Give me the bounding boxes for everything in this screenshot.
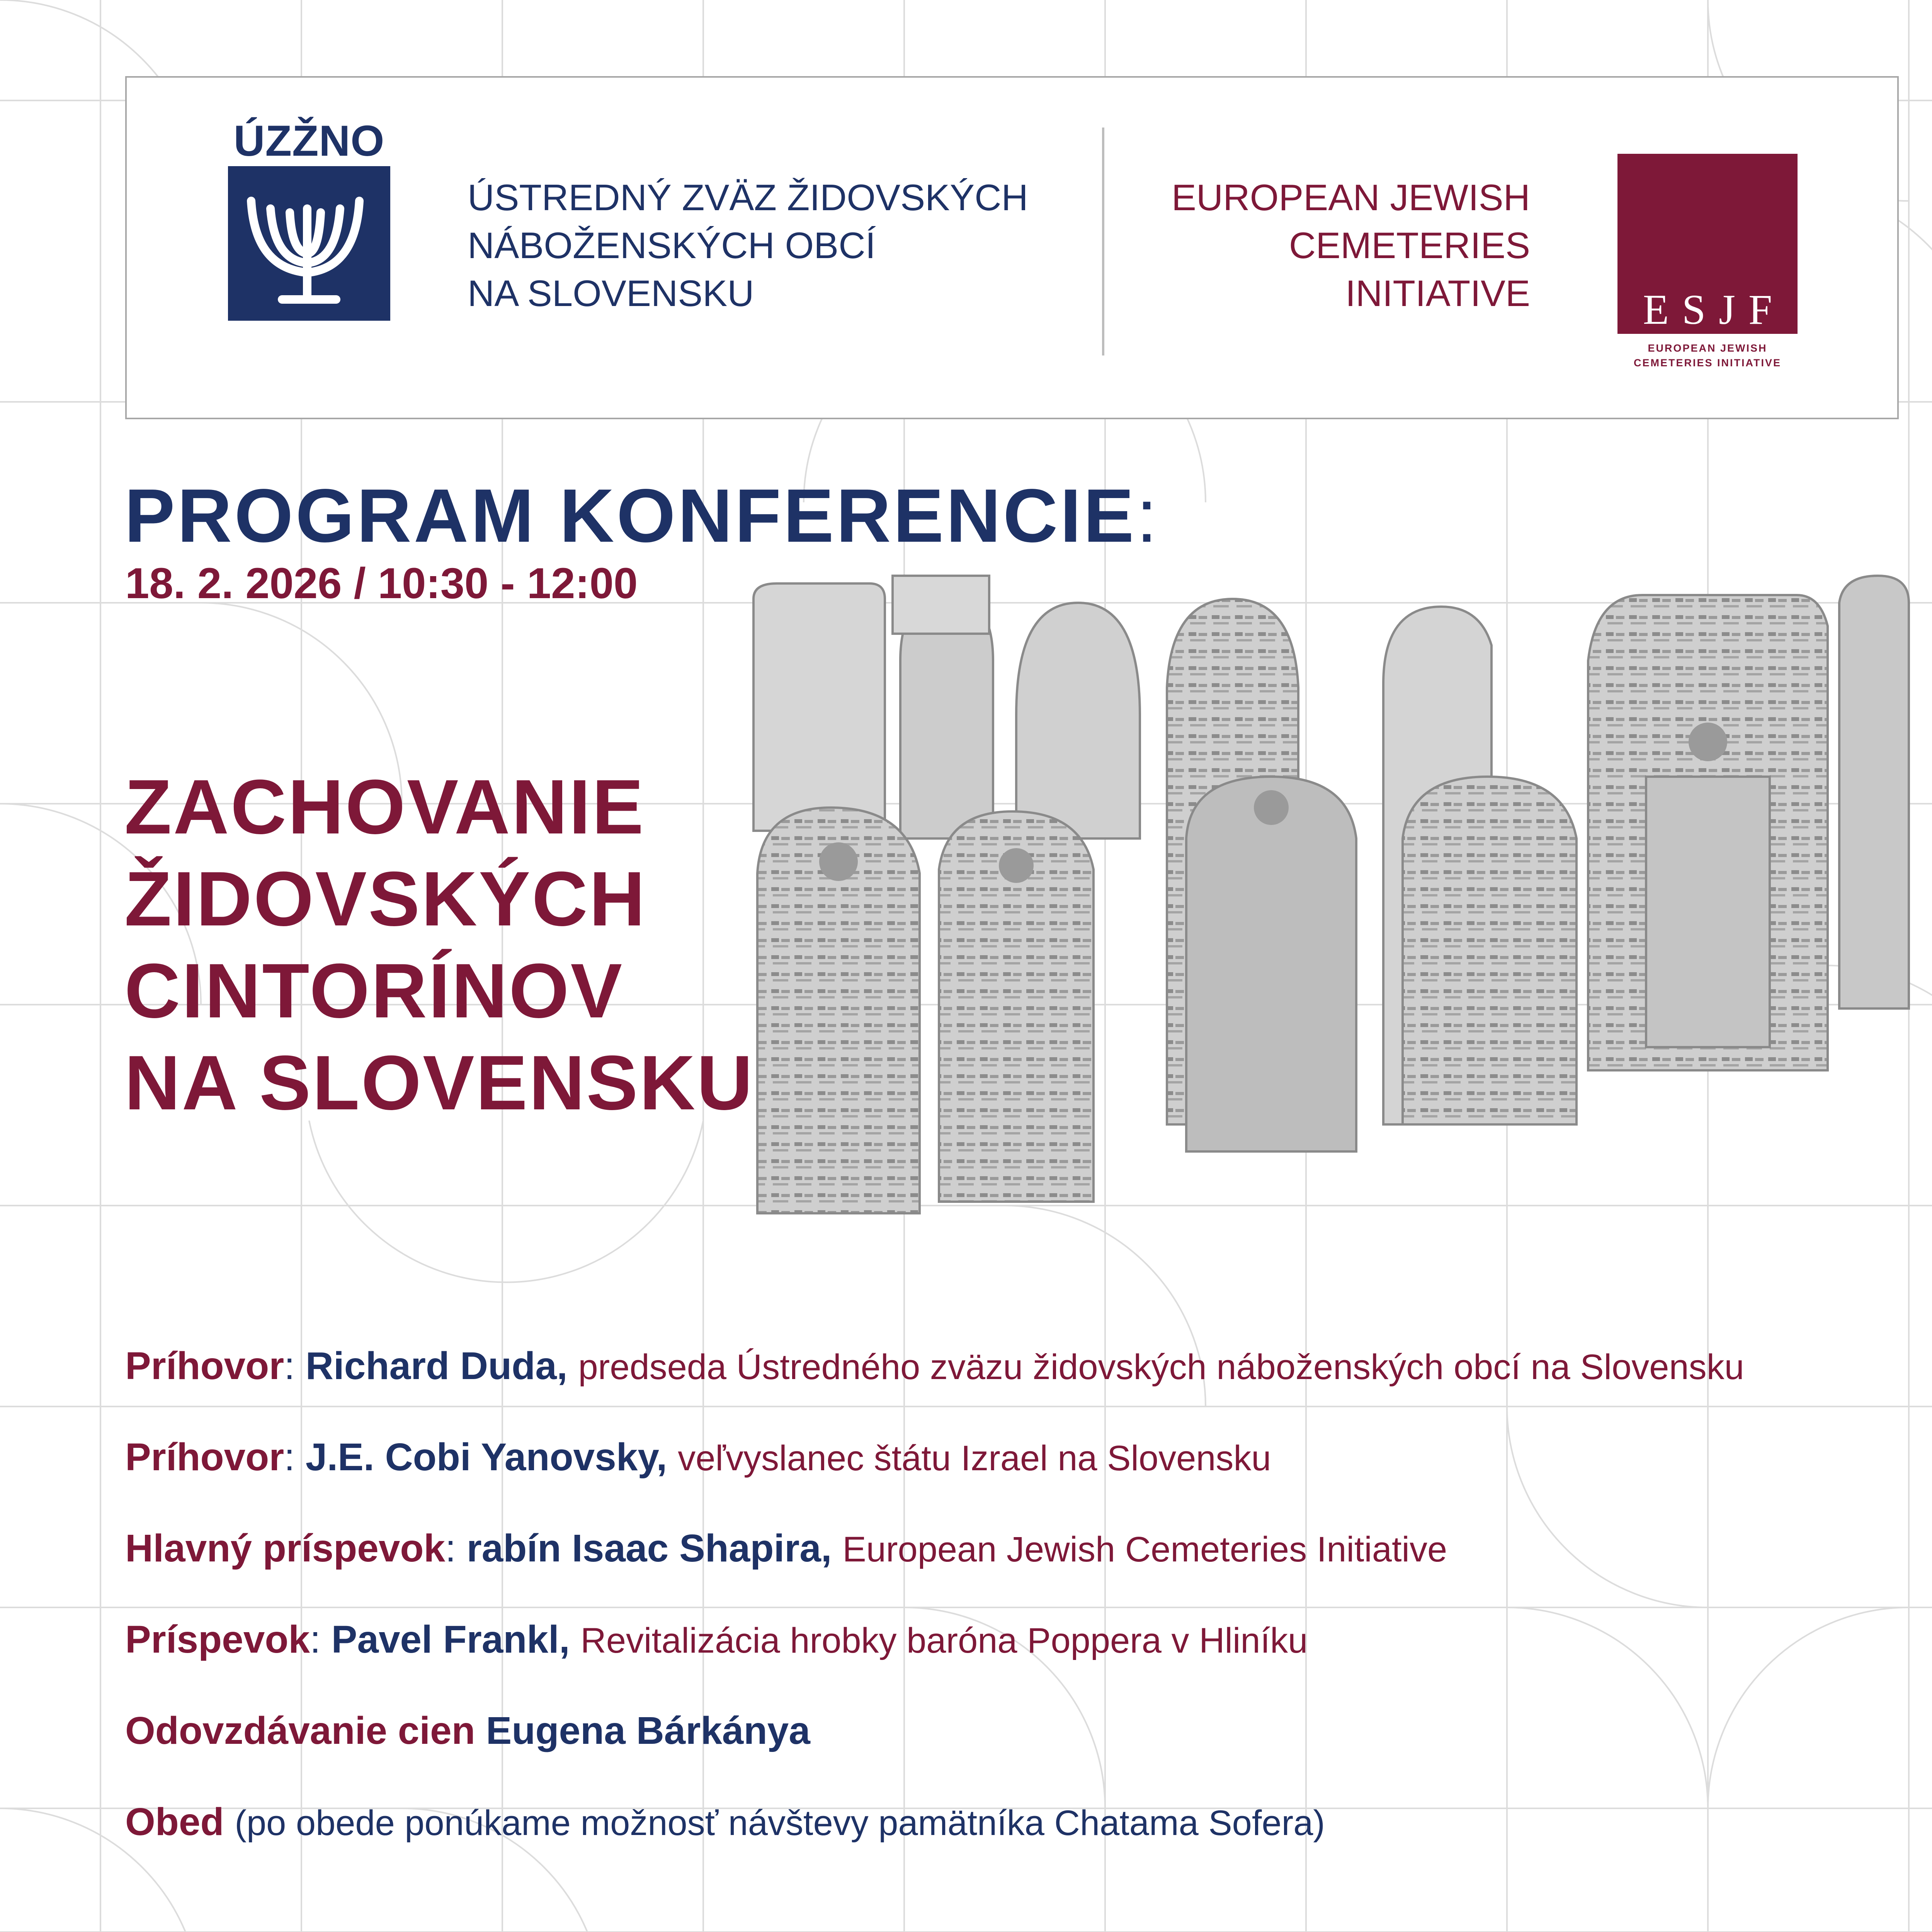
agenda-item (125, 1614, 1932, 1706)
agenda-item-separator: : (284, 1344, 295, 1388)
agenda-item-label: Hlavný príspevok (125, 1527, 446, 1570)
ejci-name-line: CEMETERIES (1289, 225, 1530, 266)
uzzno-name-line: NA SLOVENSKU (468, 273, 754, 314)
agenda-item-label: Príhovor (125, 1435, 284, 1479)
agenda-item (125, 1341, 1932, 1432)
esjf-logo-caption (1617, 341, 1798, 370)
agenda-item-label: Obed (125, 1800, 224, 1844)
agenda-list (125, 1341, 1932, 1888)
agenda-item-label: Odovzdávanie cien (125, 1709, 475, 1752)
agenda-item (125, 1706, 1932, 1797)
agenda-item-speaker: Pavel Frankl, (331, 1618, 570, 1661)
uzzno-name-line: ÚSTREDNÝ ZVÄZ ŽIDOVSKÝCH (468, 177, 1028, 218)
agenda-item-role: European Jewish Cemeteries Initiative (842, 1530, 1447, 1569)
agenda-item (125, 1432, 1932, 1523)
conference-title (124, 761, 1052, 1129)
header-divider (1102, 128, 1104, 355)
esjf-logo (1617, 154, 1798, 369)
uzzno-organization-name (468, 174, 1047, 318)
agenda-item-role: predseda Ústredného zväzu židovských náboženských obcí na Slovensku (578, 1347, 1744, 1387)
conference-title-line: NA SLOVENSKU (124, 1040, 754, 1126)
agenda-item-label: Príspevok (125, 1618, 310, 1661)
agenda-item-role: veľvyslanec štátu Izrael na Slovensku (678, 1439, 1271, 1478)
agenda-item (125, 1797, 1932, 1888)
ejci-name-line: EUROPEAN JEWISH (1171, 177, 1530, 218)
ejci-organization-name (1105, 174, 1530, 318)
agenda-item-speaker: rabín Isaac Shapira, (466, 1527, 832, 1570)
agenda-item-separator: : (310, 1618, 321, 1661)
esjf-caption-line: CEMETERIES INITIATIVE (1633, 357, 1782, 369)
menorah-icon (228, 166, 390, 321)
agenda-item-speaker: Eugena Bárkánya (486, 1709, 810, 1752)
ejci-name-line: INITIATIVE (1345, 273, 1530, 314)
agenda-item-note: (po obede ponúkame možnosť návštevy pamätníka Chatama Sofera) (235, 1803, 1325, 1843)
agenda-item-separator: : (445, 1527, 456, 1570)
conference-title-line: ZACHOVANIE (124, 764, 645, 850)
agenda-item-separator: : (284, 1435, 295, 1479)
conference-title-line: ŽIDOVSKÝCH (124, 856, 647, 942)
agenda-item-label: Príhovor (125, 1344, 284, 1388)
agenda-item (125, 1523, 1932, 1614)
program-title (124, 471, 1160, 560)
program-date: 18. 2. 2026 / 10:30 - 12:00 (125, 559, 638, 607)
esjf-logo-letters: ESJF (1643, 286, 1786, 333)
uzzno-name-line: NÁBOŽENSKÝCH OBCÍ (468, 225, 876, 266)
agenda-item-speaker: J.E. Cobi Yanovsky, (305, 1435, 667, 1479)
conference-title-line: CINTORÍNOV (124, 948, 624, 1034)
agenda-item-speaker: Richard Duda, (305, 1344, 568, 1388)
agenda-item-role: Revitalizácia hrobky baróna Poppera v Hliníku (580, 1621, 1308, 1660)
program-title-colon: : (1136, 473, 1160, 558)
esjf-caption-line: EUROPEAN JEWISH (1648, 342, 1767, 354)
program-title-text: PROGRAM KONFERENCIE (124, 473, 1136, 558)
uzzno-wordmark: ÚZŽNO (233, 117, 385, 165)
